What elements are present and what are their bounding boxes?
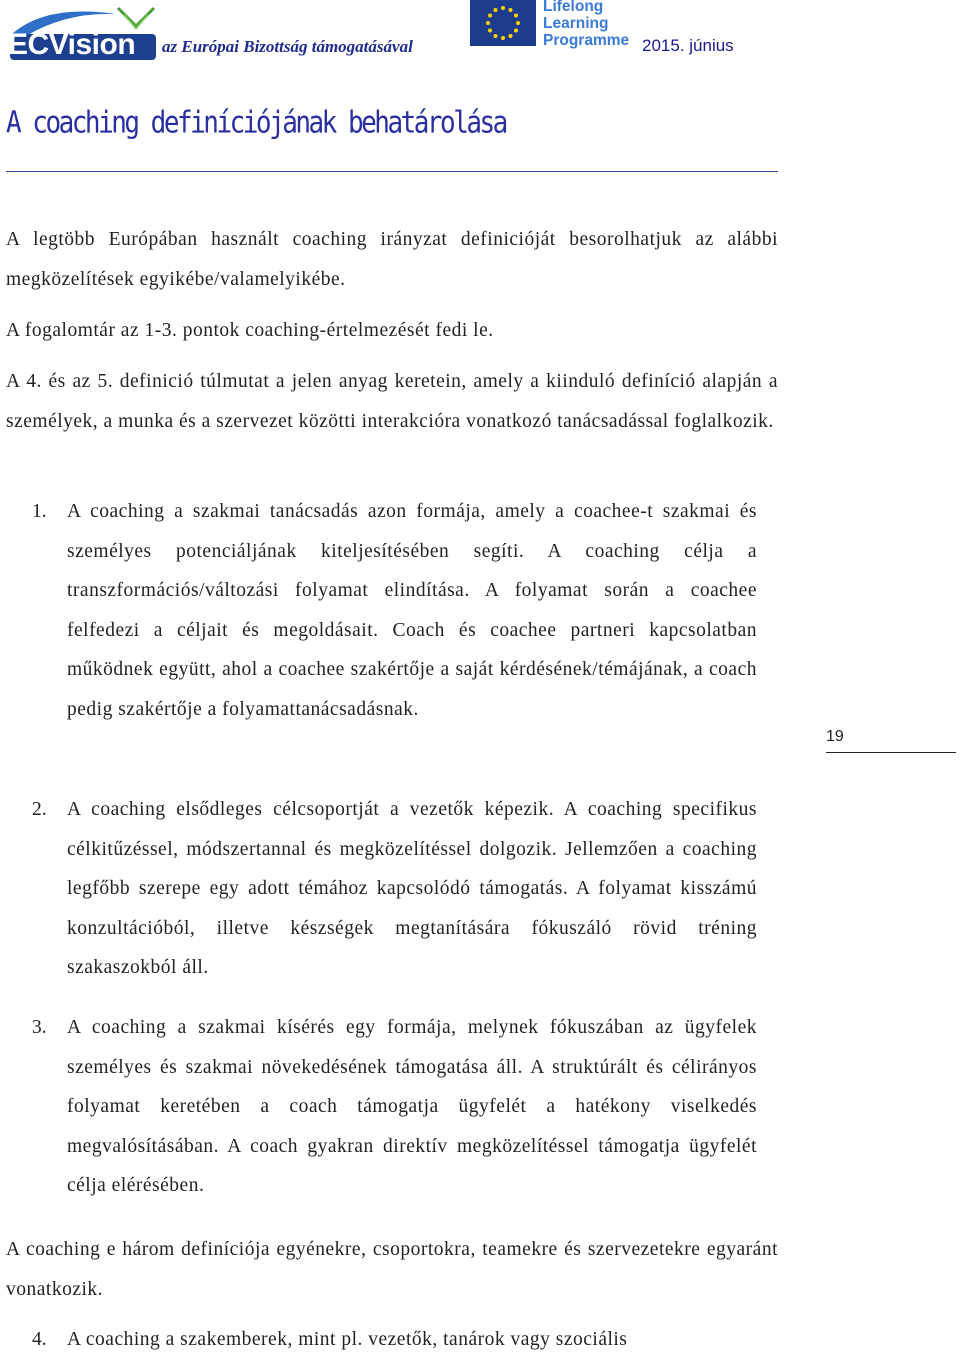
llp-logo-text (543, 0, 629, 49)
title-divider (6, 171, 778, 172)
scope-paragraph: A 4. és az 5. definició túlmutat a jelen anyag keretein, amely a kiinduló definíció alapján a személyek, a munka és a szervezet közötti interakcióra vonatkozó tanácsadással foglalkozik. (6, 371, 778, 432)
header-date: 2015. június (642, 36, 734, 55)
llp-line-2: Learning (543, 15, 609, 32)
list-item-text: A coaching a szakmai kísérés egy formája, melynek fókuszában az ügyfelek személyes és szakmai növekedésének támogatása áll. A struktúrált és célirányos folyamat keretében a coach támogatja ügyfelét a hatékony viselkedés megvalósításában. A coach gyakran direktív megközelítéssel támogatja ügyfelét célja elérésében. (67, 1017, 757, 1196)
page-title: A coaching definíciójának behatárolása (6, 106, 506, 141)
list-item-number: 4. (32, 1329, 47, 1350)
list-item-text: A coaching a szakemberek, mint pl. vezetők, tanárok vagy szociális (67, 1329, 628, 1350)
glossary-paragraph: A fogalomtár az 1-3. pontok coaching-értelmezését fedi le. (6, 320, 494, 341)
intro-paragraph: A legtöbb Európában használt coaching irányzat definicióját besorolhatjuk az alábbi megközelítések egyikébe/valamelyikébe. (6, 229, 778, 290)
closing-paragraph: A coaching e három definíciója egyénekre, csoportokra, teamekre és szervezetekre egyaránt vonatkozik. (6, 1239, 778, 1300)
list-item-text: A coaching a szakmai tanácsadás azon formája, amely a coachee-t szakmai és személyes potenciáljának kiteljesítésében segíti. A coaching célja a transzformációs/változási folyamat elindítása. A folyamat során a coachee felfedezi a céljait és megoldásait. Coach és coachee partneri kapcsolatban működnek együtt, ahol a coachee szakértője a saját kérdésének/témájának, a coach pedig szakértője a folyamattanácsadásnak. (67, 501, 757, 720)
support-text: az Európai Bizottság támogatásával (162, 37, 413, 56)
page-number: 19 (826, 728, 956, 753)
list-item-number: 3. (32, 1017, 47, 1038)
llp-line-1: Lifelong (543, 0, 604, 15)
list-item-number: 1. (32, 501, 47, 522)
page-header (0, 0, 960, 70)
eu-flag-icon (470, 0, 536, 46)
list-item-number: 2. (32, 799, 47, 820)
list-item-text: A coaching elsődleges célcsoportját a vezetők képezik. A coaching specifikus célkitűzéssel, módszertannal és megközelítéssel dolgozik. Jellemzően a coaching legfőbb szerepe egy adott témához kapcsolódó támogatás. A folyamat kisszámú konzultációból, illetve készségek megtanítására fókuszáló rövid tréning szakaszokból áll. (67, 799, 757, 978)
ecvision-logo-text: ECVision (8, 28, 136, 61)
llp-line-3: Programme (543, 32, 630, 49)
